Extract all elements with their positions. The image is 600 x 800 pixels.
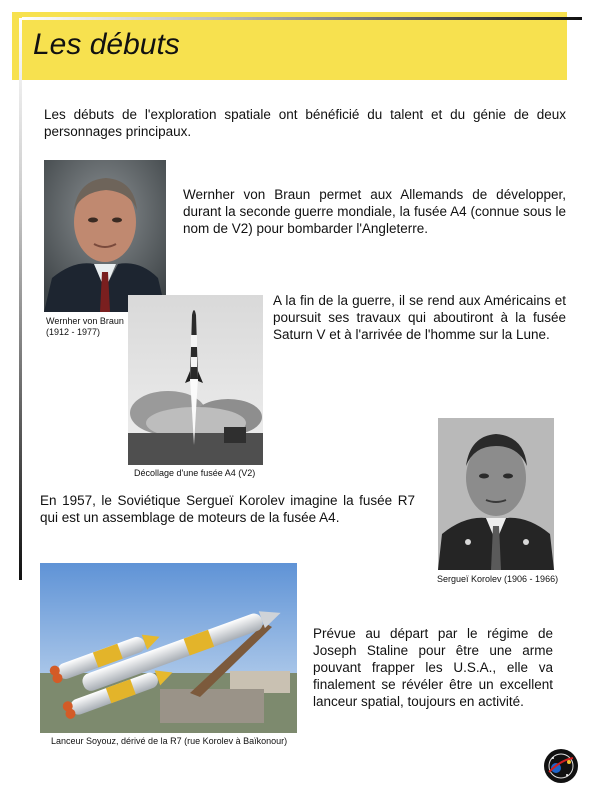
soyouz-paragraph: Prévue au départ par le régime de Joseph Staline pour être une arme pouvant frapper les U.S.A., elle va finalement se révéler être un excellent lanceur spatial, toujours en activité. (313, 626, 553, 709)
soyouz-photo (40, 563, 297, 733)
a4-launch-photo (128, 295, 263, 465)
intro-paragraph: Les débuts de l'exploration spatiale ont bénéficié du talent et du génie de deux personnages principaux. (44, 107, 566, 139)
a4-launch-caption: Décollage d'une fusée A4 (V2) (134, 468, 256, 478)
von-braun-caption-dates: (1912 - 1977) (46, 327, 101, 337)
soyouz-caption: Lanceur Soyouz, dérivé de la R7 (rue Korolev à Baïkonour) (51, 736, 288, 746)
korolev-paragraph: En 1957, le Soviétique Sergueï Korolev imagine la fusée R7 qui est un assemblage de moteurs de la fusée A4. (40, 493, 415, 525)
top-rule (22, 17, 582, 20)
page-title: Les débuts (33, 28, 180, 61)
von-braun-caption-name: Wernher von Braun (46, 316, 124, 326)
korolev-caption: Sergueï Korolev (1906 - 1966) (437, 574, 559, 584)
von-braun-paragraph-1: Wernher von Braun permet aux Allemands de développer, durant la seconde guerre mondiale, la fusée A4 (connue sous le nom de V2) pour bombarder l'Angleterre. (183, 187, 566, 236)
von-braun-portrait (44, 160, 166, 312)
space-logo (543, 748, 579, 784)
left-rule (19, 18, 22, 580)
korolev-portrait (438, 418, 554, 570)
von-braun-paragraph-2: A la fin de la guerre, il se rend aux Américains et poursuit ses travaux qui aboutiront à la fusée Saturn V et à l'arrivée de l'homme sur la Lune. (273, 293, 566, 342)
